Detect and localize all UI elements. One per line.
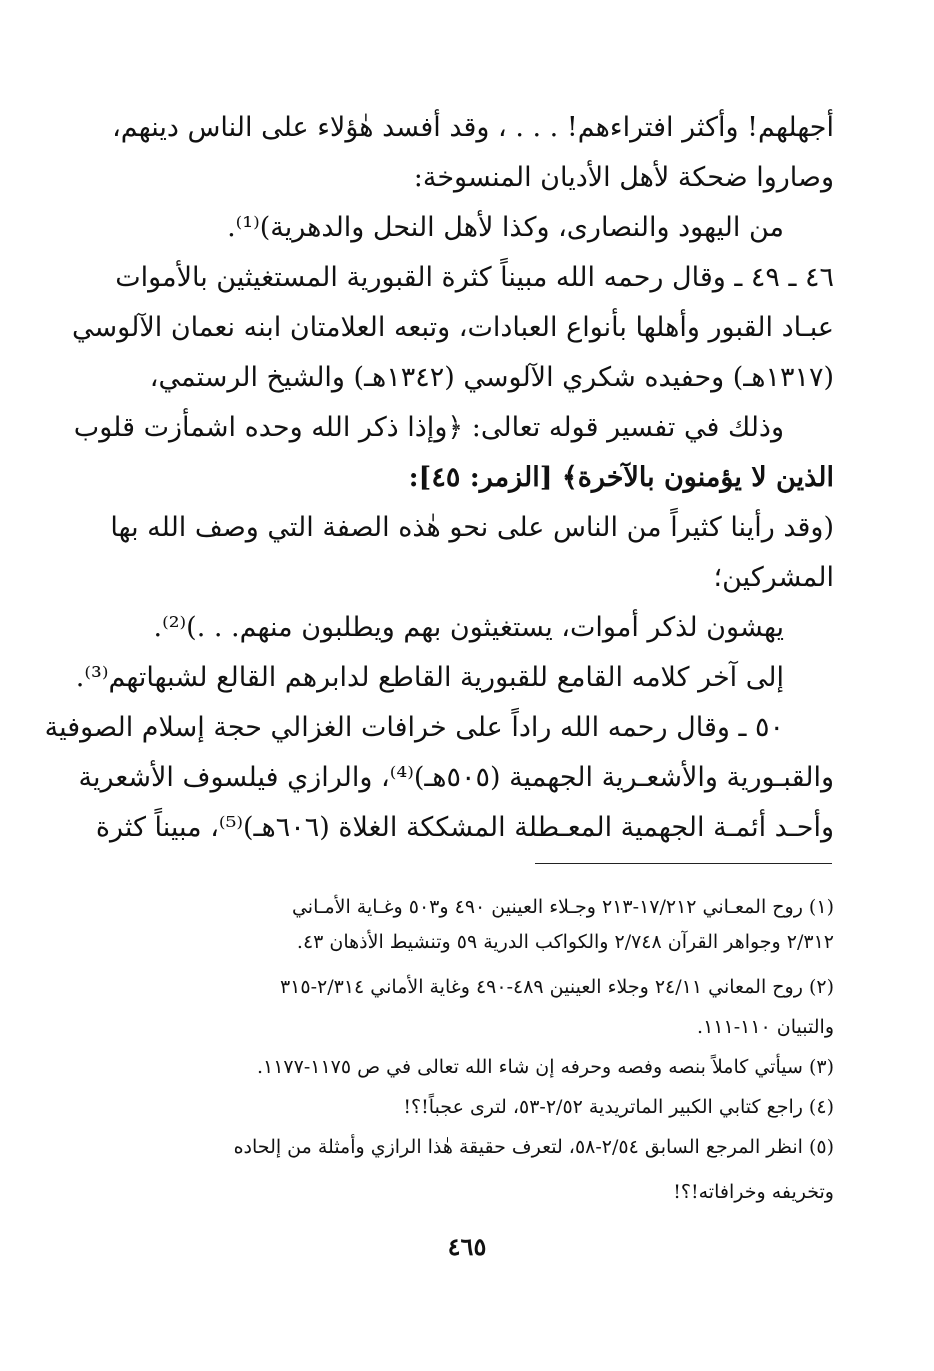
- footnote-line: ٢/٣١٢ وجواهر القرآن ٢/٧٤٨ والكواكب الدرية ٥٩ وتنشيط الأذهان ٤٣.: [296, 931, 834, 953]
- body-line: وأحـد أئمـة الجهمية المعـطلة المشككة الغلاة (٦٠٦هـ)⁽⁵⁾، مبيناً كثرة: [95, 812, 834, 843]
- body-line: (وقد رأينا كثيراً من الناس على نحو هٰذه الصفة التي وصف الله بها: [110, 512, 834, 543]
- page-number: ٤٦٥: [447, 1232, 487, 1261]
- footnote-divider: [535, 863, 832, 864]
- body-line: يهشون لذكر أموات، يستغيثون بهم ويطلبون منهم. . .)⁽²⁾.: [153, 612, 784, 643]
- body-line: وذلك في تفسير قوله تعالى: ﴿وإذا ذكر الله وحده اشمأزت قلوب: [73, 412, 784, 443]
- body-line: والقبـورية والأشعـرية الجهمية (٥٠٥هـ)⁽⁴⁾، والرازي فيلسوف الأشعرية: [78, 762, 834, 793]
- body-line: إلى آخر كلامه القامع للقبورية القاطع لدابرهم القالع لشبهاتهم⁽³⁾.: [75, 662, 784, 693]
- quran-verse-line: الذين لا يؤمنون بالآخرة﴾ [الزمر: ٤٥]:: [408, 462, 834, 493]
- footnote-line: (٣) سيأتي كاملاً بنصه وفصه وحرفه إن شاء الله تعالى في ص ١١٧٥-١١٧٧.: [256, 1056, 834, 1078]
- body-line: من اليهود والنصارى، وكذا لأهل النحل والدهرية)⁽¹⁾.: [227, 212, 784, 243]
- footnote-line: (٥) انظر المرجع السابق ٢/٥٤-٥٨، لتعرف حقيقة هٰذا الرازي وأمثلة من إلحاده: [233, 1136, 834, 1158]
- body-line: أجهلهم! وأكثر افتراءهم! . . . ، وقد أفسد هٰؤلاء على الناس دينهم،: [112, 112, 834, 143]
- body-line: (١٣١٧هـ) وحفيده شكري الآلوسي (١٣٤٢هـ) والشيخ الرستمي،: [149, 362, 834, 393]
- footnote-line: (١) روح المعـاني ١٧/٢١٢-٢١٣ وجـلاء العينين ٤٩٠ و٥٠٣ وغـاية الأمـاني: [291, 896, 834, 918]
- footnote-line: وتخريفه وخرافاته!؟!: [673, 1181, 834, 1203]
- footnote-line: (٢) روح المعاني ٢٤/١١ وجلاء العينين ٤٨٩-٤٩٠ وغاية الأماني ٢/٣١٤-٣١٥: [279, 976, 834, 998]
- body-line: عبـاد القبور وأهلها بأنواع العبادات، وتبعه العلامتان ابنه نعمان الآلوسي: [72, 312, 834, 343]
- body-line: ٤٦ ـ ٤٩ ـ وقال رحمه الله مبيناً كثرة القبورية المستغيثين بالأموات: [115, 262, 834, 293]
- body-line: ٥٠ ـ وقال رحمه الله راداً على خرافات الغزالي حجة إسلام الصوفية: [44, 712, 784, 743]
- body-line: المشركين؛: [713, 562, 834, 593]
- footnote-line: والتبيان ١١٠-١١١.: [697, 1016, 834, 1038]
- body-line: وصاروا ضحكة لأهل الأديان المنسوخة:: [413, 162, 834, 193]
- footnote-line: (٤) راجع كتابي الكبير الماتريدية ٢/٥٢-٥٣، لترى عجباً!؟!: [403, 1096, 834, 1118]
